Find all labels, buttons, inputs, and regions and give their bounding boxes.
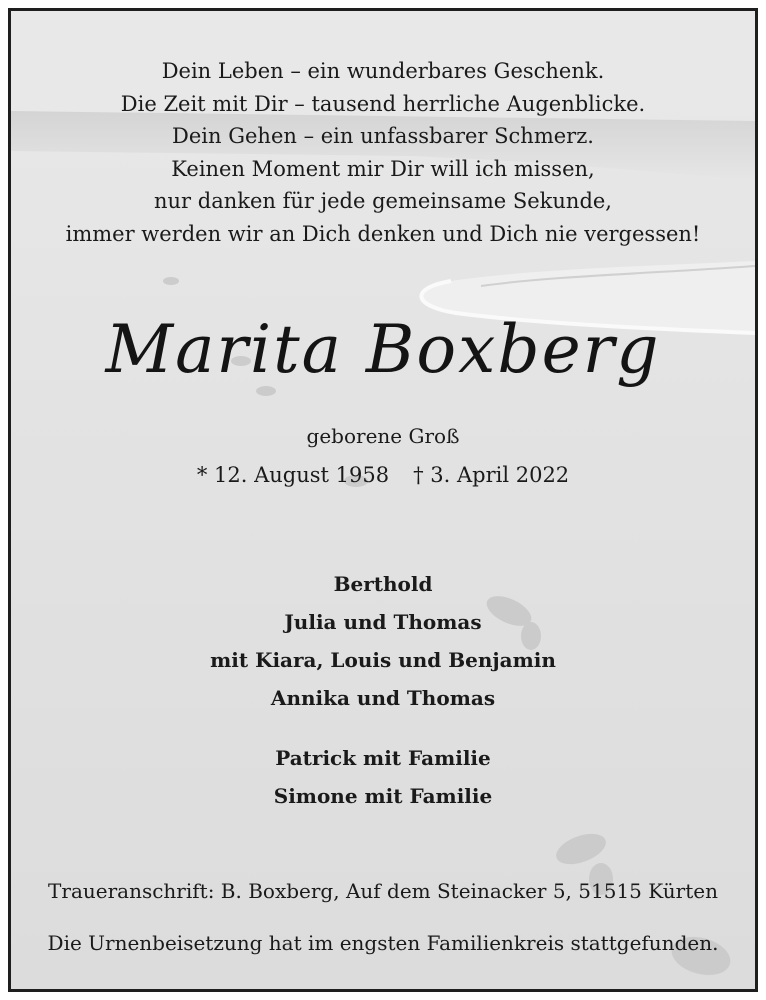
mourners-group-1 — [11, 565, 755, 717]
mourner-line: Berthold — [333, 572, 433, 596]
mourner-line: Julia und Thomas — [284, 610, 482, 634]
deceased-name: Marita Boxberg — [105, 311, 661, 388]
death-date: † 3. April 2022 — [413, 463, 570, 487]
mourner-line: Annika und Thomas — [270, 686, 496, 710]
poem-line: Die Zeit mit Dir – tausend herrliche Augenblicke. — [120, 91, 646, 116]
birth-date: * 12. August 1958 — [196, 463, 390, 487]
life-dates — [11, 463, 755, 487]
poem-line: Keinen Moment mir Dir will ich missen, — [171, 156, 595, 181]
burial-notice: Die Urnenbeisetzung hat im engsten Familienkreis stattgefunden. — [47, 931, 719, 955]
poem-line: nur danken für jede gemeinsame Sekunde, — [153, 189, 612, 213]
mourner-line: Simone mit Familie — [273, 784, 493, 808]
poem-line: immer werden wir an Dich denken und Dich nie vergessen! — [65, 221, 701, 246]
mourning-address: Traueranschrift: B. Boxberg, Auf dem Steinacker 5, 51515 Kürten — [48, 879, 718, 903]
poem — [11, 55, 755, 250]
obituary-content — [11, 11, 755, 989]
mourner-line: mit Kiara, Louis und Benjamin — [210, 648, 556, 672]
mourner-line: Patrick mit Familie — [275, 746, 491, 770]
maiden-name: geborene Groß — [306, 424, 460, 448]
obituary-frame — [8, 8, 758, 992]
poem-line: Dein Leben – ein wunderbares Geschenk. — [161, 59, 605, 83]
poem-line: Dein Gehen – ein unfassbarer Schmerz. — [172, 124, 594, 148]
mourners-group-2 — [11, 739, 755, 815]
